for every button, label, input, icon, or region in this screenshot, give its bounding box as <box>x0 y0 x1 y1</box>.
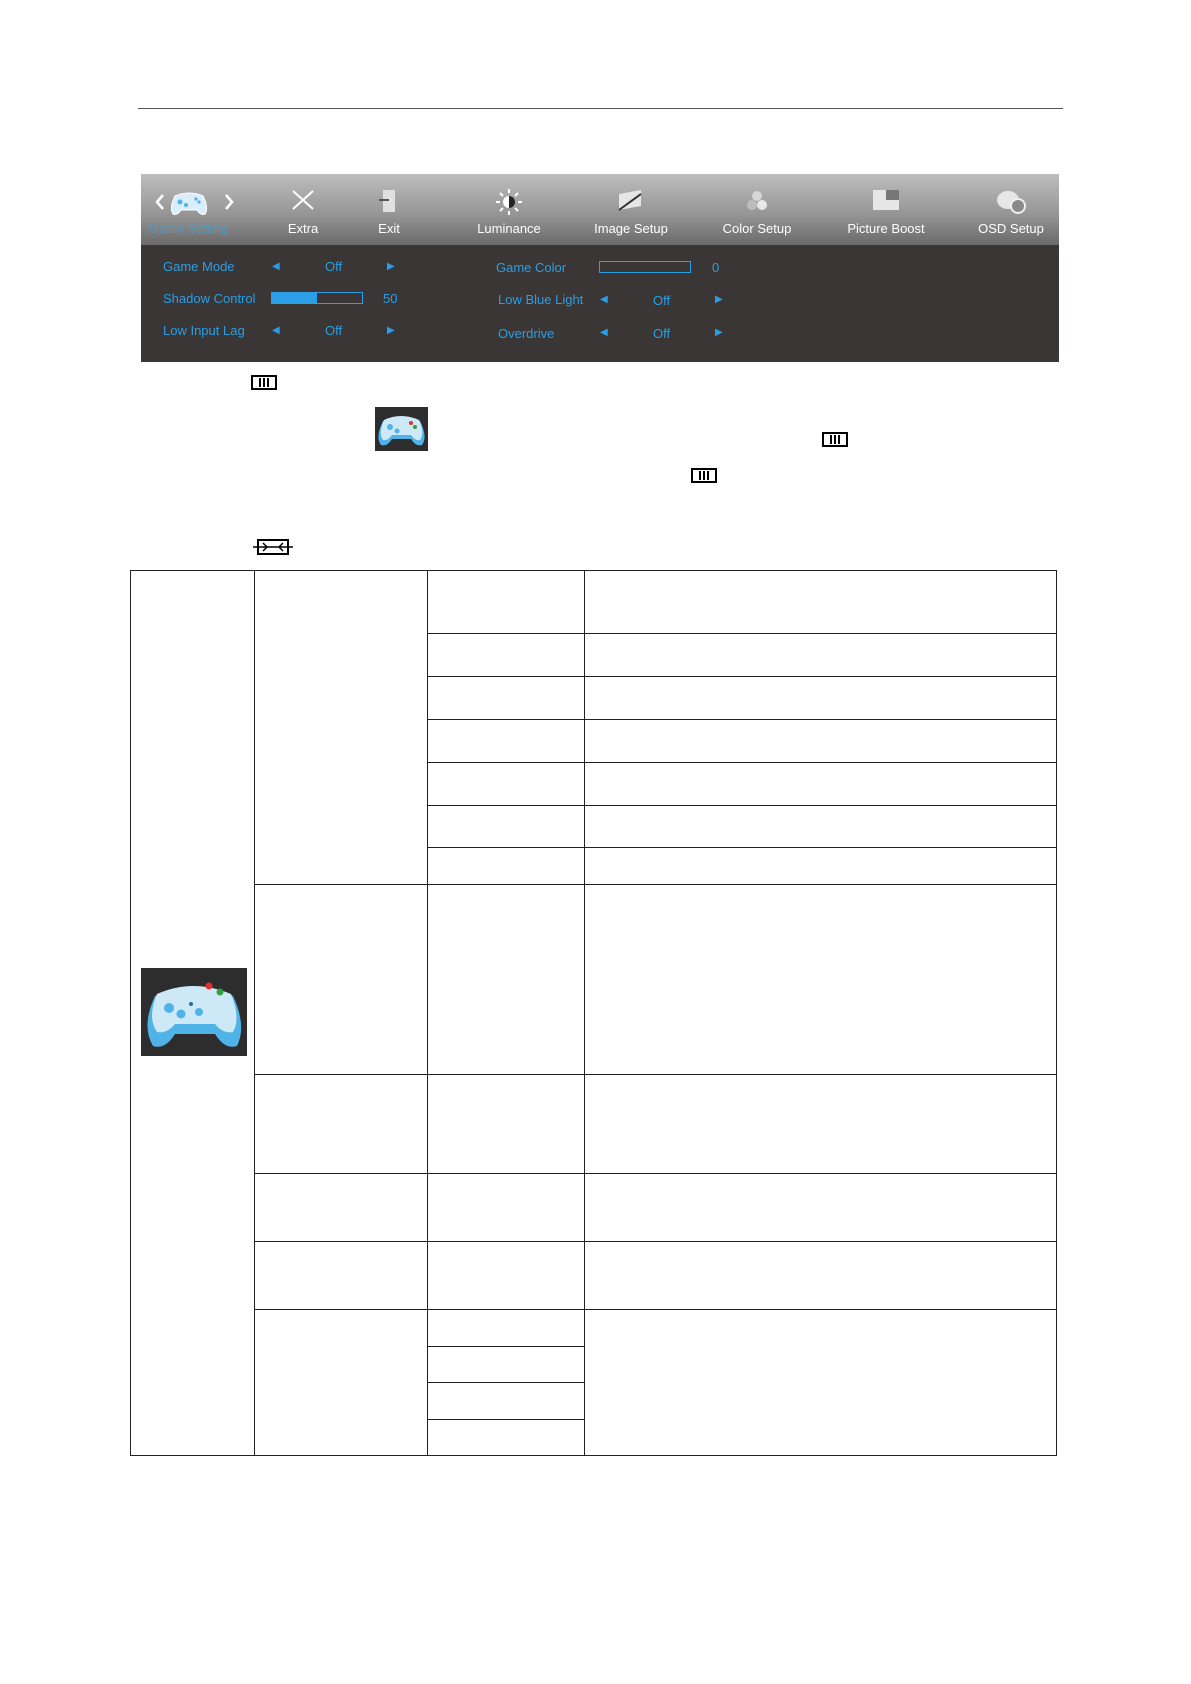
tab-label: Image Setup <box>594 221 668 236</box>
gamepad-icon <box>141 968 247 1056</box>
shadow-control-value: 50 <box>383 291 398 306</box>
table-cell <box>584 1173 1057 1242</box>
overdrive-value: Off <box>653 326 671 341</box>
tab-label: Picture Boost <box>847 221 925 236</box>
shadow-control-label: Shadow Control <box>163 291 256 306</box>
game-color-slider[interactable] <box>599 261 691 273</box>
tab-exit[interactable] <box>359 174 419 245</box>
osd-tab-bar <box>141 174 1059 245</box>
table-cell <box>584 1074 1057 1174</box>
table-cell <box>584 805 1057 848</box>
image-icon <box>616 188 646 212</box>
table-cell <box>254 1241 428 1310</box>
arrow-left-icon[interactable]: ◀ <box>600 327 608 338</box>
arrow-left-icon[interactable]: ◀ <box>600 294 608 305</box>
table-cell <box>584 847 1057 885</box>
game-color-value: 0 <box>712 260 720 275</box>
tab-image-setup[interactable] <box>581 174 681 245</box>
table-cell <box>427 719 585 763</box>
adjust-button-icon <box>253 537 293 557</box>
low-input-lag-label: Low Input Lag <box>163 323 245 338</box>
table-cell <box>427 1241 585 1310</box>
exit-icon <box>377 188 401 214</box>
tab-label: OSD Setup <box>978 221 1044 236</box>
table-cell <box>427 762 585 806</box>
table-cell <box>427 1074 585 1174</box>
table-cell <box>427 633 585 677</box>
osd-panel <box>141 174 1059 362</box>
table-cell <box>584 1241 1057 1310</box>
gamepad-icon <box>375 407 428 451</box>
game-color-label: Game Color <box>496 260 567 275</box>
table-cell <box>584 633 1057 677</box>
table-cell <box>584 1309 1057 1456</box>
arrow-right-icon[interactable]: ▶ <box>387 325 395 336</box>
tab-label: Luminance <box>477 221 541 236</box>
table-cell <box>427 847 585 885</box>
table-cell <box>427 884 585 1075</box>
table-cell <box>584 884 1057 1075</box>
table-cell <box>584 762 1057 806</box>
table-cell <box>254 1309 428 1456</box>
table-cell <box>427 805 585 848</box>
tab-osd-setup[interactable] <box>966 174 1056 245</box>
sun-icon <box>495 188 523 216</box>
chevron-left-icon[interactable] <box>155 194 165 210</box>
tab-label: Extra <box>287 221 319 236</box>
arrow-right-icon[interactable]: ▶ <box>715 294 723 305</box>
table-cell <box>427 1346 585 1383</box>
osd-gear-icon <box>994 188 1028 216</box>
low-blue-light-label: Low Blue Light <box>498 292 584 307</box>
menu-button-icon <box>251 375 277 390</box>
tab-luminance[interactable] <box>459 174 559 245</box>
table-cell <box>254 1074 428 1174</box>
header-rule <box>138 108 1063 109</box>
color-circles-icon <box>744 188 770 214</box>
menu-button-icon <box>691 468 717 483</box>
tab-label: Color Setup <box>722 221 792 236</box>
gamepad-icon <box>169 188 209 218</box>
arrow-left-icon[interactable]: ◀ <box>272 325 280 336</box>
tab-extra[interactable] <box>263 174 343 245</box>
low-blue-light-value: Off <box>653 293 671 308</box>
menu-button-icon <box>822 432 848 447</box>
overdrive-label: Overdrive <box>498 326 555 341</box>
table-cell <box>427 1309 585 1347</box>
chevron-right-icon[interactable] <box>224 194 234 210</box>
tab-game-setting[interactable] <box>141 174 236 245</box>
game-mode-value: Off <box>325 259 343 274</box>
table-cell <box>427 676 585 720</box>
arrow-right-icon[interactable]: ▶ <box>387 261 395 272</box>
table-cell <box>254 1173 428 1242</box>
arrow-left-icon[interactable]: ◀ <box>272 261 280 272</box>
tools-icon <box>290 188 316 212</box>
table-cell <box>584 719 1057 763</box>
tab-label: Game Setting <box>148 221 229 236</box>
slider-fill <box>272 293 317 303</box>
arrow-right-icon[interactable]: ▶ <box>715 327 723 338</box>
picture-boost-icon <box>871 188 901 212</box>
table-cell <box>254 884 428 1075</box>
shadow-control-slider[interactable] <box>271 292 363 304</box>
table-cell <box>254 570 428 885</box>
tab-color-setup[interactable] <box>707 174 807 245</box>
table-cell <box>584 570 1057 634</box>
tab-picture-boost[interactable] <box>831 174 941 245</box>
table-cell <box>427 570 585 634</box>
table-cell <box>584 676 1057 720</box>
game-mode-label: Game Mode <box>163 259 235 274</box>
table-cell <box>427 1419 585 1456</box>
low-input-lag-value: Off <box>325 323 343 338</box>
tab-label: Exit <box>378 221 400 236</box>
table-cell <box>427 1173 585 1242</box>
table-cell <box>427 1382 585 1420</box>
